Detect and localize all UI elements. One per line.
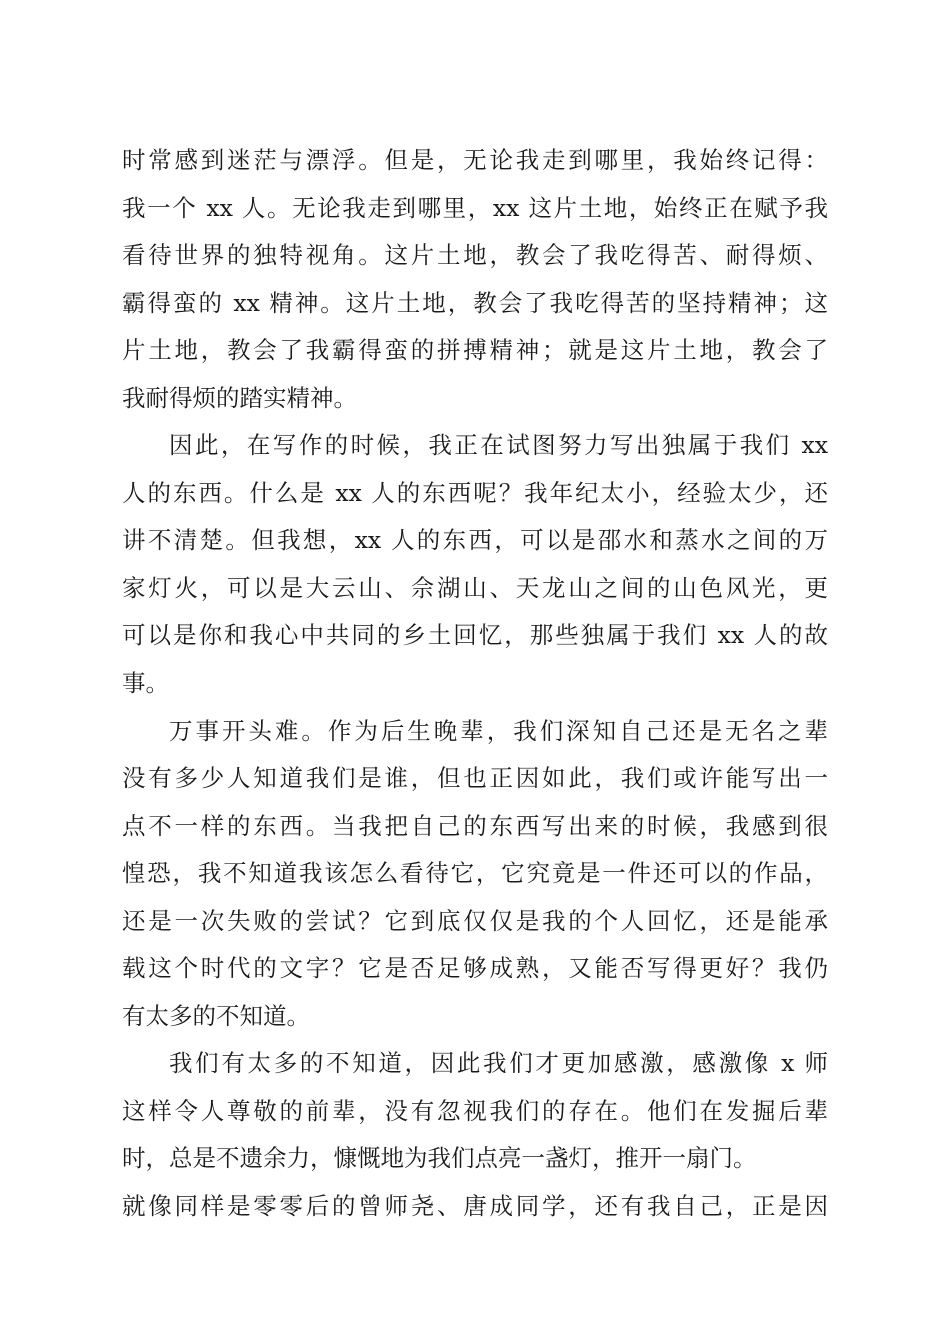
text-line: 就像同样是零零后的曾师尧、唐成同学，还有我自己，正是因 (122, 1192, 828, 1221)
text-line: 这样令人尊敬的前辈，没有忽视我们的存在。他们在发掘后辈 (122, 1096, 828, 1125)
body-text (122, 137, 828, 1231)
paragraph-first-line: 我们有太多的不知道，因此我们才更加感激，感激像 x 师 (169, 1049, 828, 1078)
text-line: 载这个时代的文字？它是否足够成熟，又能否写得更好？我仍 (122, 954, 828, 983)
text-line: 看待世界的独特视角。这片土地，教会了我吃得苦、耐得烦、 (122, 241, 828, 270)
text-line: 点不一样的东西。当我把自己的东西写出来的时候，我感到很 (122, 811, 828, 840)
text-line: 片土地，教会了我霸得蛮的拼搏精神；就是这片土地，教会了 (122, 336, 828, 365)
text-line: 惶恐，我不知道我该怎么看待它，它究竟是一件还可以的作品， (122, 859, 828, 888)
text-line: 时，总是不遗余力，慷慨地为我们点亮一盏灯，推开一扇门。 (122, 1144, 757, 1173)
text-line: 人的东西。什么是 xx 人的东西呢？我年纪太小，经验太少，还 (122, 478, 828, 507)
text-line: 没有多少人知道我们是谁，但也正因如此，我们或许能写出一 (122, 764, 828, 793)
paragraph-first-line: 万事开头难。作为后生晚辈，我们深知自己还是无名之辈 (169, 716, 828, 745)
text-line: 我一个 xx 人。无论我走到哪里，xx 这片土地，始终正在赋予我 (122, 193, 828, 222)
text-line: 我耐得烦的踏实精神。 (122, 383, 357, 412)
text-line: 事。 (122, 669, 169, 698)
text-line: 霸得蛮的 xx 精神。这片土地，教会了我吃得苦的坚持精神；这 (122, 288, 828, 317)
text-line: 有太多的不知道。 (122, 1001, 310, 1030)
text-line: 还是一次失败的尝试？它到底仅仅是我的个人回忆，还是能承 (122, 906, 828, 935)
text-line: 家灯火，可以是大云山、佘湖山、天龙山之间的山色风光，更 (122, 573, 828, 602)
text-line: 讲不清楚。但我想，xx 人的东西，可以是邵水和蒸水之间的万 (122, 526, 828, 555)
paragraph-first-line: 因此，在写作的时候，我正在试图努力写出独属于我们 xx (169, 431, 828, 460)
text-line: 可以是你和我心中共同的乡土回忆，那些独属于我们 xx 人的故 (122, 621, 828, 650)
text-line: 时常感到迷茫与漂浮。但是，无论我走到哪里，我始终记得： (122, 146, 828, 174)
